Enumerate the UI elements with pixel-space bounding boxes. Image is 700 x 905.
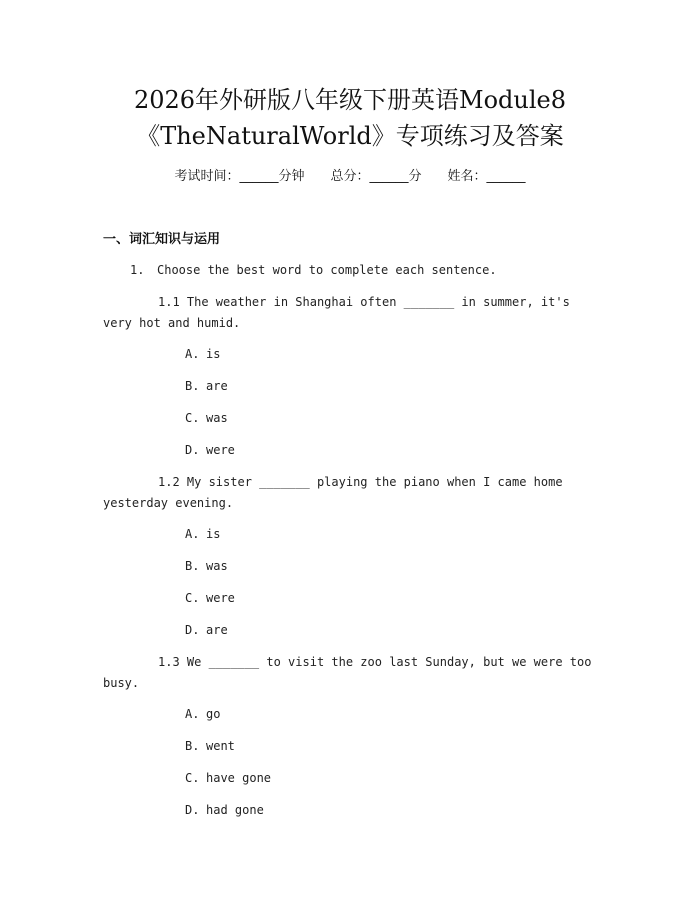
option-text: were [206, 591, 235, 605]
option-letter: B. [185, 379, 200, 393]
option-text: was [206, 411, 228, 425]
option-letter: D. [185, 443, 200, 457]
exam-info-line [0, 168, 700, 186]
option-item [185, 736, 235, 756]
option-item [185, 344, 220, 364]
option-text: had gone [206, 803, 264, 817]
question-text: 1.3 We _______ to visit the zoo last Sunday, but we were too busy. [103, 655, 592, 690]
option-item [185, 620, 228, 640]
option-item [185, 440, 235, 460]
option-text: is [206, 347, 221, 361]
question-text: 1.2 My sister _______ playing the piano when I came home yesterday evening. [103, 475, 563, 510]
option-text: was [206, 559, 228, 573]
option-letter: B. [185, 559, 200, 573]
exam-time-label: 考试时间：______分钟 [174, 169, 305, 184]
instruction-text: Choose the best word to complete each sentence. [157, 263, 497, 277]
option-text: are [206, 379, 228, 393]
document-title-line-2: 《TheNaturalWorld》专项练习及答案 [136, 122, 564, 150]
option-letter: C. [185, 591, 200, 605]
option-item [185, 524, 220, 544]
student-name-label: 姓名：______ [447, 169, 526, 184]
option-text: were [206, 443, 235, 457]
option-text: went [206, 739, 235, 753]
question-group-number: 1. [130, 263, 145, 277]
document-title-line-1: 2026年外研版八年级下册英语Module8 [133, 86, 567, 114]
option-letter: D. [185, 623, 200, 637]
option-item [185, 704, 220, 724]
option-letter: A. [185, 347, 200, 361]
option-item [185, 376, 228, 396]
total-score-label: 总分：______分 [330, 169, 422, 184]
option-item [185, 588, 235, 608]
option-letter: A. [185, 707, 200, 721]
option-text: is [206, 527, 221, 541]
option-letter: C. [185, 771, 200, 785]
option-item [185, 408, 228, 428]
section-heading: 一、词汇知识与运用 [103, 232, 221, 247]
question-group-instruction [130, 260, 497, 280]
option-letter: B. [185, 739, 200, 753]
option-letter: D. [185, 803, 200, 817]
option-text: have gone [206, 771, 272, 785]
question-text: 1.1 The weather in Shanghai often _______ in summer, it's very hot and humid. [103, 295, 570, 330]
option-item [185, 768, 271, 788]
option-text: go [206, 707, 221, 721]
option-letter: A. [185, 527, 200, 541]
option-item [185, 556, 228, 576]
option-item [185, 800, 264, 820]
option-text: are [206, 623, 228, 637]
option-letter: C. [185, 411, 200, 425]
